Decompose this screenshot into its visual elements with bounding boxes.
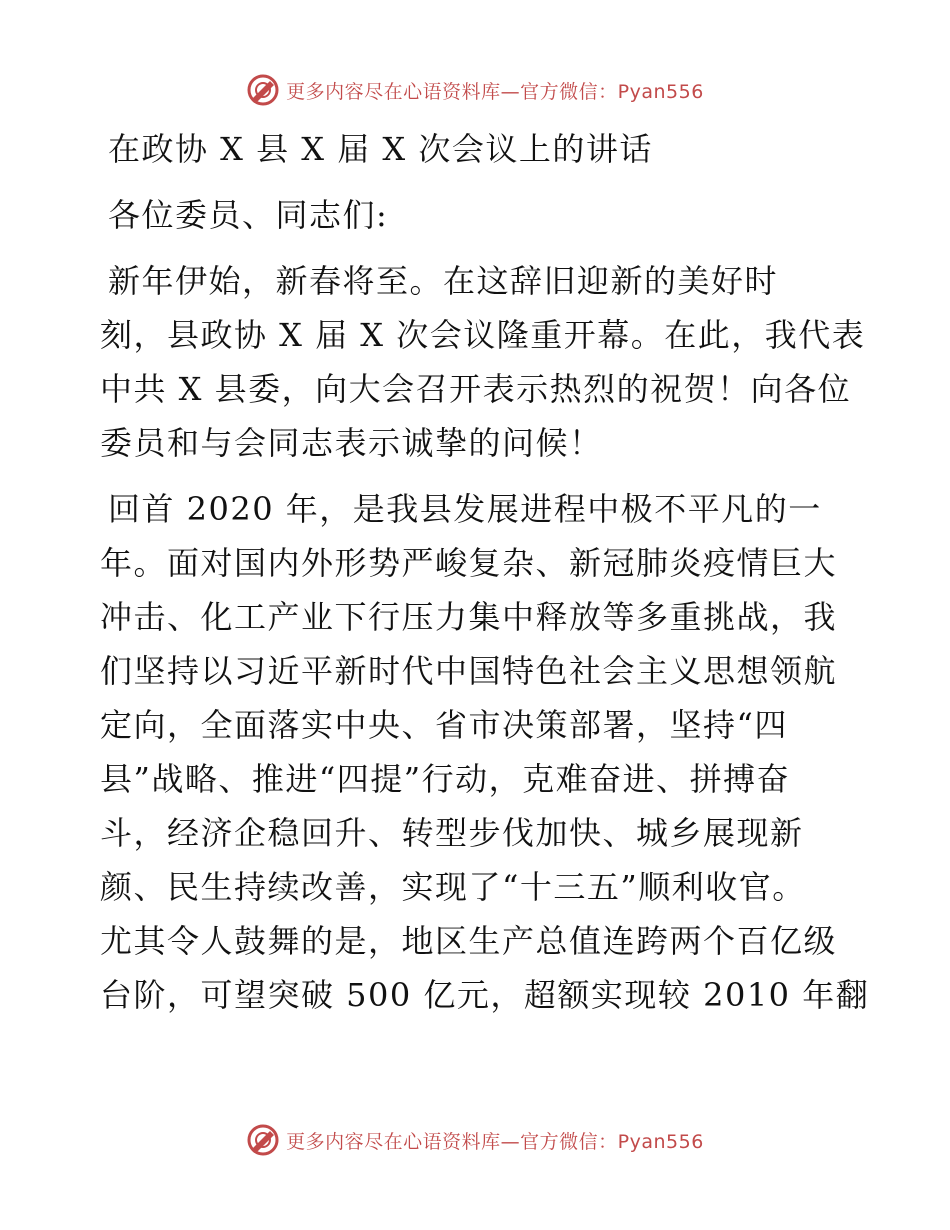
greeting-line: 各位委员、同志们: (108, 196, 389, 234)
paragraph-2 (100, 482, 870, 1022)
document-title: 在政协 X 县 X 届 X 次会议上的讲话 (108, 130, 653, 168)
watermark-text: 更多内容尽在心语资料库—官方微信：Pyan556 (286, 80, 704, 103)
text-line: 新年伊始，新春将至。在这辞旧迎新的美好时 (108, 262, 779, 300)
text-line: 定向，全面落实中央、省市决策部署，坚持“四 (100, 706, 788, 744)
text-line: 回首 2020 年，是我县发展进程中极不平凡的一 (108, 490, 822, 528)
brand-logo-icon (246, 73, 280, 107)
paragraph-1 (100, 254, 866, 470)
text-line: 委员和与会同志表示诚挚的问候！ (100, 424, 603, 462)
text-line: 尤其令人鼓舞的是，地区生产总值连跨两个百亿级 (100, 922, 838, 960)
text-line: 们坚持以习近平新时代中国特色社会主义思想领航 (100, 652, 838, 690)
brand-logo-icon (246, 1123, 280, 1157)
text-line: 颜、民生持续改善，实现了“十三五”顺利收官。 (100, 868, 806, 906)
text-line: 中共 X 县委，向大会召开表示热烈的祝贺！向各位 (100, 370, 852, 408)
document-body (100, 122, 870, 1034)
watermark-banner-bottom (0, 1120, 950, 1160)
watermark-banner-top (0, 70, 950, 110)
watermark-text: 更多内容尽在心语资料库—官方微信：Pyan556 (286, 1130, 704, 1153)
text-line: 台阶，可望突破 500 亿元，超额实现较 2010 年翻 (100, 976, 870, 1014)
text-line: 冲击、化工产业下行压力集中释放等多重挑战，我 (100, 598, 838, 636)
text-line: 刻，县政协 X 届 X 次会议隆重开幕。在此，我代表 (100, 316, 866, 354)
text-line: 县”战略、推进“四提”行动，克难奋进、拼搏奋 (100, 760, 791, 798)
text-line: 斗，经济企稳回升、转型步伐加快、城乡展现新 (100, 814, 804, 852)
text-line: 年。面对国内外形势严峻复杂、新冠肺炎疫情巨大 (100, 544, 838, 582)
